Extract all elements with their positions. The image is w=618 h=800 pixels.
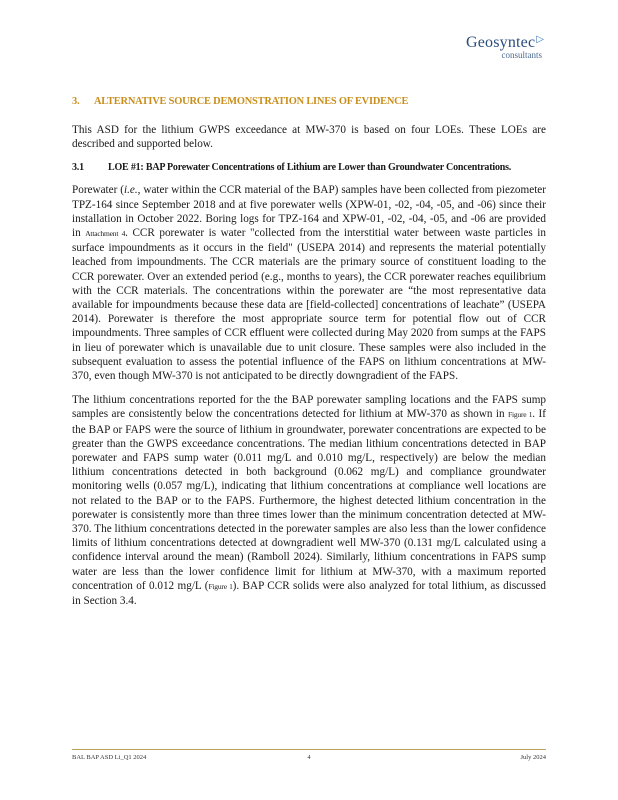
subsection-title: LOE #1: BAP Porewater Concentrations of Lithium are Lower than Groundwater Concentrations.	[108, 162, 512, 174]
footer-date: July 2024	[520, 754, 546, 761]
logo-triangle-icon: ▷	[536, 34, 544, 45]
subsection-number: 3.1	[72, 162, 84, 174]
subsection-heading	[72, 161, 546, 174]
section-number: 3.	[72, 96, 80, 107]
ie-abbrev: i.e.	[124, 184, 138, 197]
page-content	[72, 96, 546, 618]
para2-text-1: The lithium concentrations reported for the the BAP porewater sampling locations and the FAPS sump samples are consistently below the concentrations detected for lithium at MW-370 as shown in	[72, 394, 546, 421]
para2-text-3: ). BAP CCR solids were also analyzed for total lithium, as discussed in Section 3.4.	[72, 579, 546, 608]
figure-1-reference-2[interactable]: Figure 1	[208, 581, 233, 591]
footer-document-id: BAL BAP ASD Li_Q1 2024	[72, 754, 147, 761]
footer-page-number: 4	[307, 754, 311, 761]
section-heading	[72, 96, 546, 107]
logo-name: Geosyntec	[465, 34, 536, 51]
para1-text-1: Porewater (	[72, 184, 124, 197]
para2-text-2: . If the BAP or FAPS were the source of lithium in groundwater, porewater concentrations are expected to be greater than the GWPS exceedance concentrations. The median lithium concentrations detected in BAP porewater and FAPS sump water (0.011 mg/L and 0.010 mg/L, respectively) are below the median lithium concentrations detected in both background (0.062 mg/L) and compliance groundwater monitoring wells (0.057 mg/L), indicating that lithium concentrations at compliance well locations are not related to the BAP or to the FAPS. Furthermore, the highest detected lithium concentration in the porewater is consistently more than three times lower than the minimum concentration detected at MW-370. The lithium concentrations detected in the porewater samples are also less than the lower confidence limits of lithium concentrations detected at downgradient well MW-370 (0.131 mg/L calculated using a confidence interval around the mean) (Ramboll 2024). Similarly, lithium concentrations in FAPS sump water are less than the lower confidence limit for lithium at MW-370, with a maximum reported concentration of 0.012 mg/L (	[72, 408, 546, 592]
para1-text-3: . CCR porewater is water "collected from the interstitial water between waste particles in surface impoundments as it occurs in the field" (USEPA 2014) and represents the material potentially leached from impoundments. The CCR materials are the primary source of constituent loading to the CCR porewater. Over an extended period (e.g., months to years), the CCR porewater reaches equilibrium with the CCR materials. The concentrations within the porewater are “the most representative data available for impoundments because these data are [field-collected] concentrations of leachate” (USEPA 2014). Porewater is therefore the most appropriate source term for potential flow out of CCR impoundments. Three samples of CCR effluent were collected during May 2020 from sumps at the FAPS in lieu of porewater which is unavailable due to unit closure. These samples were also included in the subsequent evaluation to assess the potential influence of the FAPS on lithium concentrations at MW-370, even though MW-370 is not anticipated to be directly downgradient of the FAPS.	[72, 227, 546, 383]
logo-subtitle: consultants	[501, 50, 542, 60]
lithium-concentration-paragraph	[72, 393, 546, 608]
para1-text-2: , water within the CCR material of the BAP) samples have been collected from piezometer TPZ-164 since September 2018 and at five porewater wells (XPW-01, -02, -04, -05, and -06) since their installation in October 2022. Boring logs for TPZ-164 and XPW-01, -02, -04, -05, and -06 are provided in	[72, 184, 546, 240]
company-logo	[466, 34, 544, 60]
intro-paragraph: This ASD for the lithium GWPS exceedance at MW-370 is based on four LOEs. These LOEs are described and supported below.	[72, 124, 546, 151]
figure-1-reference[interactable]: Figure 1	[508, 410, 533, 420]
attachment-4-reference[interactable]: Attachment 4	[85, 229, 126, 239]
porewater-paragraph	[72, 183, 546, 383]
section-title: ALTERNATIVE SOURCE DEMONSTRATION LINES OF EVIDENCE	[94, 96, 409, 107]
footer-divider	[72, 749, 546, 750]
